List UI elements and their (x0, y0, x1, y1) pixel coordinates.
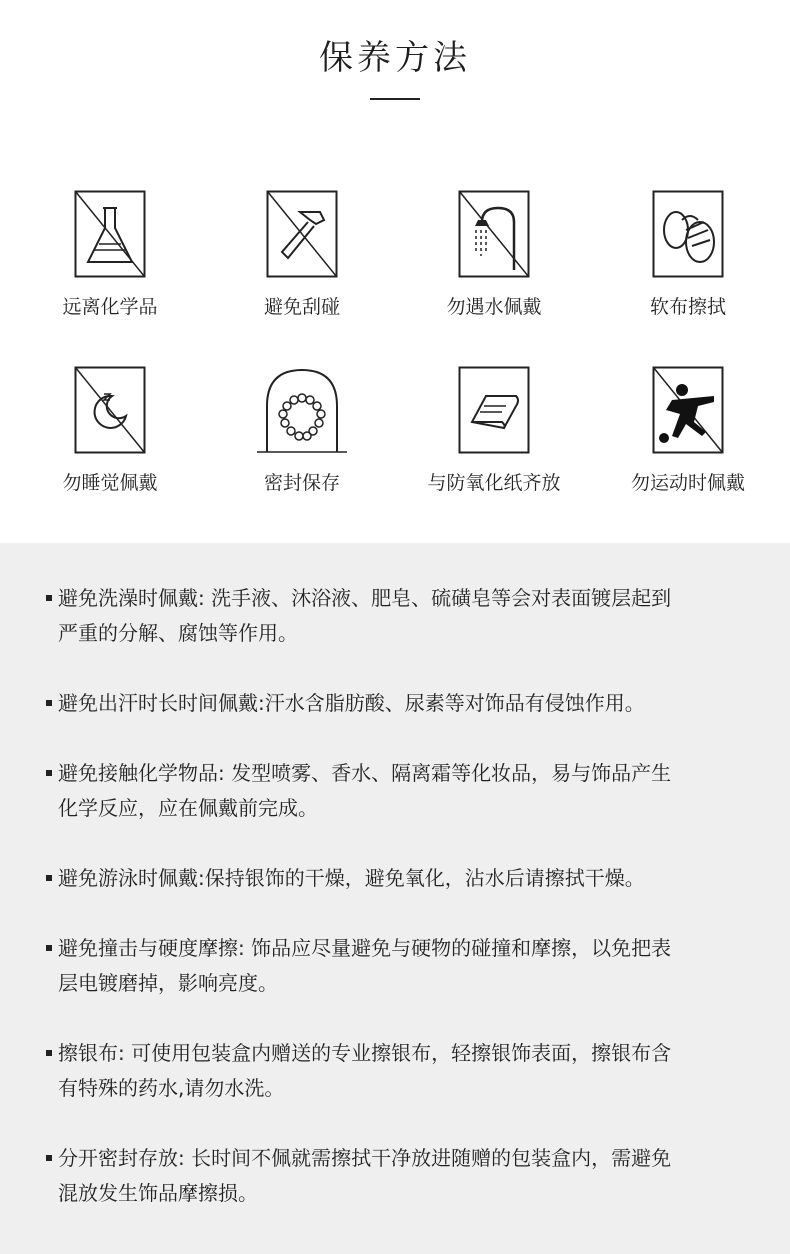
bullet-icon (46, 1050, 52, 1056)
anti-oxidation-paper-icon (458, 366, 530, 454)
care-item-no-sleep (20, 366, 200, 495)
care-icons-section (0, 0, 790, 543)
sealed-storage-icon (257, 366, 347, 454)
care-item-anti-oxidation-paper (404, 366, 584, 495)
no-sleep-icon (74, 366, 146, 454)
note-line: 擦银布: 可使用包装盒内赠送的专业擦银布，轻擦银饰表面，擦银布含 (58, 1041, 672, 1065)
note-line: 严重的分解、腐蚀等作用。 (58, 621, 298, 645)
bullet-icon (46, 1155, 52, 1161)
care-item-soft-cloth (598, 190, 778, 319)
note-line: 层电镀磨掉，影响亮度。 (58, 971, 278, 995)
note-line: 化学反应，应在佩戴前完成。 (58, 796, 318, 820)
note-item (46, 686, 756, 721)
bullet-icon (46, 875, 52, 881)
care-item-label: 勿运动时佩戴 (630, 472, 745, 494)
bullet-icon (46, 700, 52, 706)
care-item-no-chemicals (20, 190, 200, 319)
note-line: 避免游泳时佩戴:保持银饰的干燥，避免氧化，沾水后请擦拭干燥。 (58, 866, 645, 890)
note-item (46, 861, 756, 896)
title-divider (370, 98, 420, 100)
soft-cloth-icon (652, 190, 724, 278)
care-item-label: 软布擦拭 (649, 296, 726, 318)
note-item (46, 1141, 756, 1211)
no-chemicals-icon (74, 190, 146, 278)
note-item (46, 581, 756, 651)
care-item-label: 避免刮碰 (263, 296, 340, 318)
note-line: 分开密封存放: 长时间不佩就需擦拭干净放进随赠的包装盒内，需避免 (58, 1146, 672, 1170)
care-item-label: 勿睡觉佩戴 (62, 472, 158, 494)
care-item-label: 与防氧化纸齐放 (427, 472, 561, 494)
note-item (46, 931, 756, 1001)
note-line: 避免撞击与硬度摩擦: 饰品应尽量避免与硬物的碰撞和摩擦，以免把表 (58, 936, 672, 960)
bullet-icon (46, 945, 52, 951)
note-line: 有特殊的药水,请勿水洗。 (58, 1076, 285, 1100)
bullet-icon (46, 770, 52, 776)
page-title: 保养方法 (319, 38, 471, 78)
care-item-no-water (404, 190, 584, 319)
note-item (46, 1036, 756, 1106)
bullet-icon (46, 595, 52, 601)
no-scratch-icon (266, 190, 338, 278)
note-line: 避免洗澡时佩戴: 洗手液、沐浴液、肥皂、硫磺皂等会对表面镀层起到 (58, 586, 672, 610)
no-water-icon (458, 190, 530, 278)
care-item-no-scratch (212, 190, 392, 319)
care-item-no-sports (598, 366, 778, 495)
note-line: 避免接触化学物品: 发型喷雾、香水、隔离霜等化妆品，易与饰品产生 (58, 761, 672, 785)
note-line: 混放发生饰品摩擦损。 (58, 1181, 258, 1205)
care-notes-section (0, 543, 790, 1254)
care-item-sealed-storage (212, 366, 392, 495)
care-item-label: 远离化学品 (62, 296, 158, 318)
note-item (46, 756, 756, 826)
note-line: 避免出汗时长时间佩戴:汗水含脂肪酸、尿素等对饰品有侵蚀作用。 (58, 691, 645, 715)
no-sports-icon (652, 366, 724, 454)
care-item-label: 密封保存 (263, 472, 340, 494)
care-item-label: 勿遇水佩戴 (446, 296, 542, 318)
